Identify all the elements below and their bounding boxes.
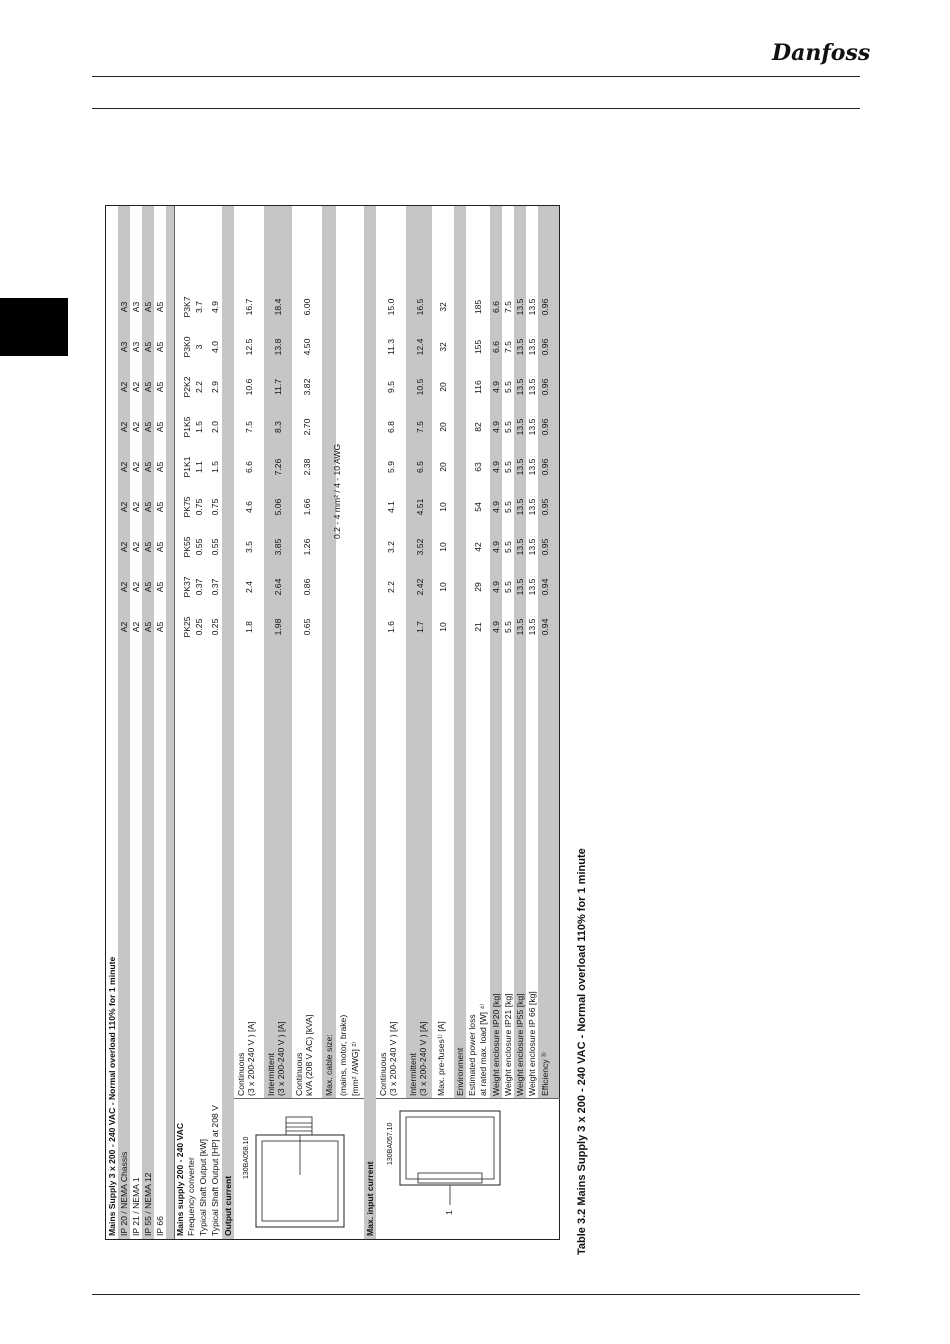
table-cell: 13.8 [273,338,283,356]
table-cell: 13.5 [515,418,525,436]
table-cell: A2 [131,501,141,513]
table-cell: 3.52 [415,538,425,556]
table-cell: 1.5 [210,461,220,473]
mains-header: Mains supply 200 - 240 VAC [175,1122,185,1236]
table-cell: P3K0 [182,336,192,358]
table-cell: 7.26 [273,458,283,476]
table-cell: 16.7 [244,298,254,316]
drive-schematic-output [236,1101,360,1235]
row-label: Weight enclosure IP55 [kg] [515,993,525,1096]
table-cell: A5 [143,581,153,593]
table-cell: 0.94 [540,618,550,636]
table-cell: 116 [473,380,483,394]
table-cell: 1.98 [273,618,283,636]
table-cell: 13.5 [527,378,537,396]
table-cell: 8.3 [273,421,283,433]
output-current-header-row [222,206,234,1239]
table-cell: 4.9 [491,501,501,513]
table-cell: A3 [119,301,129,313]
table-cell: PK55 [182,536,192,558]
drawing-column-divider-2 [376,1098,560,1099]
input-w-ip66-row [526,206,538,1239]
table-cell: 4.6 [244,501,254,513]
table-cell: PK37 [182,576,192,598]
table-cell: 6.6 [244,461,254,473]
rotated-table-container [105,205,560,1240]
table-cell: 13.5 [527,338,537,356]
table-cell: 10 [438,502,448,512]
cable-label-line1: Max. cable size: [324,1034,334,1096]
table-cell: 12.5 [244,338,254,356]
table-cell: 185 [473,299,483,315]
table-cell: A5 [143,381,153,393]
table-cell: 5.5 [503,381,513,393]
table-cell: 20 [438,422,448,432]
table-cell: 0.55 [210,538,220,556]
footer-rule [92,1294,860,1295]
input-drawing-callout: 1 [444,1210,454,1215]
table-cell: A2 [119,421,129,433]
table-cell: 1.5 [194,421,204,433]
table-cell: A5 [155,341,165,353]
table-cell: A2 [131,461,141,473]
row-label-line2: (3 x 200-240 V ) [A] [276,1021,286,1096]
table-cell: A5 [155,621,165,633]
header-rule-top [92,76,860,77]
table-cell: 2.2 [194,381,204,393]
table-cell: 155 [473,339,483,355]
table-cell: 7.5 [244,421,254,433]
table-cell: A3 [131,301,141,313]
table-cell: 3.7 [194,301,204,313]
table-cell: 0.96 [540,298,550,316]
table-cell: 0.25 [194,618,204,636]
input-powerloss-row [466,206,490,1239]
table-cell: A2 [119,501,129,513]
spacer-row [166,206,174,1239]
row-label-line1: Continuous [236,1052,246,1096]
row-label-line2: (3 x 200-240 V ) [A] [388,1021,398,1096]
table-cell: 0.96 [540,458,550,476]
input-efficiency-row [538,206,559,1099]
table-cell: A5 [155,581,165,593]
row-label-line1: Intermittent [266,1053,276,1096]
table-cell: A2 [131,581,141,593]
table-cell: A5 [155,301,165,313]
table-cell: 5.06 [273,498,283,516]
table-cell: 1.1 [194,461,204,473]
table-cell: 21 [473,622,483,632]
table-cell: 4.50 [302,338,312,356]
input-drawing [378,1101,558,1235]
row-label: Efficiency ³⁾ [540,1052,550,1096]
table-cell: 7.5 [503,301,513,313]
table-cell: A2 [131,541,141,553]
mains-separator [174,206,175,1239]
table-cell: 13.5 [515,618,525,636]
table-cell: 13.5 [527,538,537,556]
table-cell: A5 [143,461,153,473]
table-cell: 54 [473,502,483,512]
row-label-line1: Intermittent [408,1053,418,1096]
input-drawing-code: 130BA057.10 [387,1122,394,1165]
table-cell: A3 [131,341,141,353]
output-kva-row [292,206,322,1239]
table-cell: 1.8 [244,621,254,633]
table-cell: A5 [143,501,153,513]
table-cell: 2.2 [386,581,396,593]
table-cell: 3 [194,344,204,350]
row-label-line2: (3 x 200-240 V ) [A] [418,1021,428,1096]
input-current-header: Max. input current [365,1161,375,1236]
table-cell: A5 [143,541,153,553]
table-cell: A2 [119,581,129,593]
danfoss-logo [770,34,871,70]
table-cell: A2 [119,381,129,393]
row-label: IP 55 / NEMA 12 [143,1172,153,1236]
row-label: IP 21 / NEMA 1 [131,1177,141,1236]
output-cable-label-row [322,206,336,1099]
table-cell: 0.94 [540,578,550,596]
table-cell: A5 [143,421,153,433]
row-label: IP 20 / NEMA Chassis [119,1151,129,1236]
table-cell: 13.5 [515,578,525,596]
table-cell: 5.5 [503,461,513,473]
table-cell: 3.85 [273,538,283,556]
table-cell: 16.5 [415,298,425,316]
table-cell: 6.5 [415,461,425,473]
table-cell: 18.4 [273,298,283,316]
table-cell: 6.00 [302,298,312,316]
table-cell: P3K7 [182,296,192,318]
table-cell: 4.1 [386,501,396,513]
table-cell: 5.9 [386,461,396,473]
cable-size-value: 0.2 - 4 mm² / 4 - 10 AWG [332,443,342,539]
table-cell: 20 [438,382,448,392]
input-environment-row [454,206,466,1099]
table-row [130,206,142,1239]
table-cell: 5.5 [503,421,513,433]
chapter-tab [0,298,68,356]
table-cell: 11.3 [386,338,396,356]
table-cell: 13.5 [515,498,525,516]
table-cell: 13.5 [515,538,525,556]
table-cell: 13.5 [515,338,525,356]
specs-table [105,205,560,1240]
table-cell: 13.5 [527,418,537,436]
table-cell: 11.7 [273,378,283,396]
drawing-column-divider [234,1098,364,1099]
table-cell: 1.26 [302,538,312,556]
table-row [154,206,166,1239]
table-cell: 13.5 [527,618,537,636]
header-rule-bottom [92,108,860,109]
input-continuous-row [376,206,406,1239]
table-cell: 2.38 [302,458,312,476]
table-cell: 0.75 [210,498,220,516]
table-cell: P1K1 [182,456,192,478]
table-cell: 6.6 [491,341,501,353]
row-label: Typical Shaft Output [kW] [198,1139,208,1236]
row-label: Weight enclosure IP21 [kg] [503,993,513,1096]
table-cell: 10 [438,582,448,592]
table-cell: 4.9 [491,581,501,593]
table-cell: 15.0 [386,298,396,316]
table-cell: 4.9 [210,301,220,313]
table-cell: 42 [473,542,483,552]
table-cell: 0.37 [194,578,204,596]
table-cell: 4.9 [491,541,501,553]
table-cell: 10.5 [415,378,425,396]
row-label-line2: kVA (208 V AC) [kVA] [304,1014,314,1096]
row-label-line2: at rated max. load [W] ⁴⁾ [478,1003,488,1096]
table-cell: 2.64 [273,578,283,596]
cable-label-line2: (mains, motor, brake) [338,1014,348,1096]
table-cell: A3 [119,341,129,353]
table-cell: 1.66 [302,498,312,516]
table-cell: 1.7 [415,621,425,633]
table-cell: A5 [155,541,165,553]
table-cell: 63 [473,462,483,472]
table-cell: 2.42 [415,578,425,596]
row-label-line1: Continuous [294,1052,304,1096]
row-label: Max. pre-fuses¹⁾ [A] [436,1021,446,1096]
table-cell: 0.55 [194,538,204,556]
table-cell: 13.5 [527,498,537,516]
table-cell: A5 [143,341,153,353]
input-prefuses-row [432,206,454,1239]
table-cell: 0.96 [540,378,550,396]
table-cell: A5 [155,421,165,433]
table-cell: 6.6 [491,301,501,313]
row-label-line2: (3 x 200-240 V ) [A] [246,1021,256,1096]
input-w-ip21-row [502,206,514,1239]
table-cell: A5 [155,381,165,393]
table-cell: A2 [131,421,141,433]
table-cell: 2.4 [244,581,254,593]
drive-schematic-input [378,1101,558,1235]
table-cell: 3.2 [386,541,396,553]
table-cell: PK25 [182,616,192,638]
frequency-converter-label: Frequency converter [186,1157,196,1236]
row-label: Weight enclosure IP20 [kg] [491,993,501,1096]
table-cell: A2 [119,461,129,473]
table-cell: 0.96 [540,338,550,356]
table-cell: 4.9 [491,381,501,393]
table-cell: 82 [473,422,483,432]
table-cell: 13.5 [515,298,525,316]
table-cell: 0.96 [540,418,550,436]
table-cell: 5.5 [503,541,513,553]
table-cell: 5.5 [503,621,513,633]
table-cell: 10.6 [244,378,254,396]
table-cell: 2.0 [210,421,220,433]
table-cell: 7.5 [503,341,513,353]
row-label: Environment [455,1047,465,1096]
table-cell: A2 [119,621,129,633]
table-cell: 0.95 [540,498,550,516]
output-drawing [236,1101,360,1235]
table-cell: 5.5 [503,501,513,513]
table-row [210,206,222,1239]
table-cell: 4.9 [491,621,501,633]
table-cell: 20 [438,462,448,472]
output-cable-row [332,206,364,1239]
table-cell: A5 [155,461,165,473]
title-text: Mains Supply 3 x 200 - 240 VAC - Normal overload 110% for 1 minute [107,956,117,1236]
table-cell: 0.37 [210,578,220,596]
input-current-header-row [364,206,376,1239]
table-cell: A2 [119,541,129,553]
row-label: IP 66 [155,1216,165,1236]
table-cell: 4.51 [415,498,425,516]
table-cell: PK75 [182,496,192,518]
table-cell: 13.5 [527,578,537,596]
table-cell: 0.25 [210,618,220,636]
table-cell: 3.5 [244,541,254,553]
input-intermittent-row [406,206,432,1099]
output-continuous-row [234,206,264,1239]
table-caption: Table 3.2 Mains Supply 3 x 200 - 240 VAC - Normal overload 110% for 1 minute [576,848,588,1255]
title-row [106,206,118,1239]
table-cell: 2.70 [302,418,312,436]
table-cell: A5 [143,621,153,633]
table-cell: 5.5 [503,581,513,593]
table-row [194,206,210,1239]
row-label-line1: Estimated power loss [467,1014,477,1096]
table-cell: 7.5 [415,421,425,433]
output-drawing-code: 130BA058.10 [243,1136,250,1179]
table-cell: 0.65 [302,618,312,636]
table-cell: 12.4 [415,338,425,356]
table-cell: 4.9 [491,461,501,473]
table-cell: A5 [155,501,165,513]
table-cell: 10 [438,542,448,552]
table-cell: 32 [438,342,448,352]
input-w-ip55-row [514,206,526,1099]
table-cell: 0.75 [194,498,204,516]
table-cell: A2 [131,621,141,633]
table-cell: A2 [131,381,141,393]
table-cell: 3.82 [302,378,312,396]
table-row [118,206,130,1239]
table-cell: 0.86 [302,578,312,596]
table-cell: 13.5 [527,458,537,476]
cable-label-line3: [mm² /AWG] ²⁾ [350,1041,360,1096]
row-label: Typical Shaft Output [HP] at 208 V [210,1105,220,1236]
table-cell: 4.0 [210,341,220,353]
table-cell: 32 [438,302,448,312]
table-cell: 29 [473,582,483,592]
table-cell: 13.5 [515,378,525,396]
table-cell: 9.5 [386,381,396,393]
table-cell: 13.5 [527,298,537,316]
table-cell: 0.95 [540,538,550,556]
table-cell: 10 [438,622,448,632]
table-cell: 1.6 [386,621,396,633]
table-cell: P1K5 [182,416,192,438]
input-w-ip20-row [490,206,502,1099]
table-cell: 6.8 [386,421,396,433]
table-cell: 13.5 [515,458,525,476]
output-intermittent-row [264,206,292,1099]
table-cell: A5 [143,301,153,313]
logo-text: Danfoss [772,40,871,66]
row-label: Weight enclosure IP 66 [kg] [527,991,537,1096]
output-current-header: Output current [223,1175,233,1236]
table-cell: P2K2 [182,376,192,398]
table-cell: 2.9 [210,381,220,393]
row-label-line1: Continuous [378,1052,388,1096]
table-row [142,206,154,1239]
table-cell: 4.9 [491,421,501,433]
